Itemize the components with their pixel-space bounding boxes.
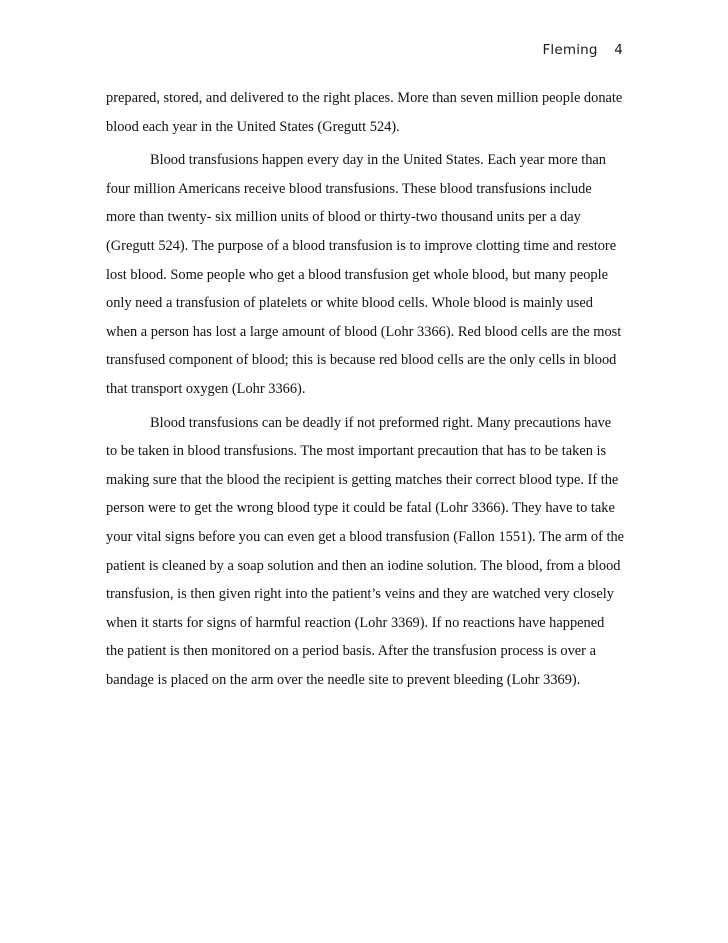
text-line: transfused component of blood; this is because red blood cells are the only cells in blood	[106, 352, 617, 369]
text-line: (Gregutt 524). The purpose of a blood transfusion is to improve clotting time and restore	[106, 237, 617, 254]
text-line: person were to get the wrong blood type it could be fatal (Lohr 3366). They have to take	[106, 500, 615, 517]
text-line: only need a transfusion of platelets or white blood cells. Whole blood is mainly used	[106, 295, 593, 312]
text-line: transfusion, is then given right into the patient’s veins and they are watched very closely	[106, 586, 614, 603]
header-author: Fleming	[542, 42, 598, 58]
text-line: four million Americans receive blood transfusions. These blood transfusions include	[106, 180, 592, 197]
text-line: prepared, stored, and delivered to the right places. More than seven million people donate	[106, 90, 623, 106]
text-line: when it starts for signs of harmful reaction (Lohr 3369). If no reactions have happened	[106, 614, 605, 631]
text-line: that transport oxygen (Lohr 3366).	[106, 380, 306, 397]
page-number: 4	[614, 42, 623, 58]
paragraph	[106, 84, 626, 141]
text-line: bandage is placed on the arm over the needle site to prevent bleeding (Lohr 3369).	[106, 671, 581, 688]
text-line: the patient is then monitored on a period basis. After the transfusion process is over a	[106, 643, 596, 660]
text-line: your vital signs before you can even get a blood transfusion (Fallon 1551). The arm of the	[106, 528, 625, 545]
text-line: Blood transfusions happen every day in the United States. Each year more than	[150, 152, 606, 169]
text-line: more than twenty- six million units of blood or thirty-two thousand units per a day	[106, 209, 581, 226]
text-line: to be taken in blood transfusions. The most important precaution that has to be taken is	[106, 443, 607, 460]
text-line: lost blood. Some people who get a blood transfusion get whole blood, but many people	[106, 266, 608, 283]
body-text	[106, 84, 626, 694]
text-line: blood each year in the United States (Gregutt 524).	[106, 118, 400, 135]
text-line: when a person has lost a large amount of blood (Lohr 3366). Red blood cells are the most	[106, 323, 622, 340]
paragraph	[106, 146, 626, 403]
running-header	[542, 42, 623, 58]
paragraph	[106, 409, 626, 695]
text-line: Blood transfusions can be deadly if not preformed right. Many precautions have	[150, 414, 612, 431]
text-line: patient is cleaned by a soap solution and then an iodine solution. The blood, from a blood	[106, 557, 621, 574]
text-line: making sure that the blood the recipient is getting matches their correct blood type. If the	[106, 471, 619, 488]
